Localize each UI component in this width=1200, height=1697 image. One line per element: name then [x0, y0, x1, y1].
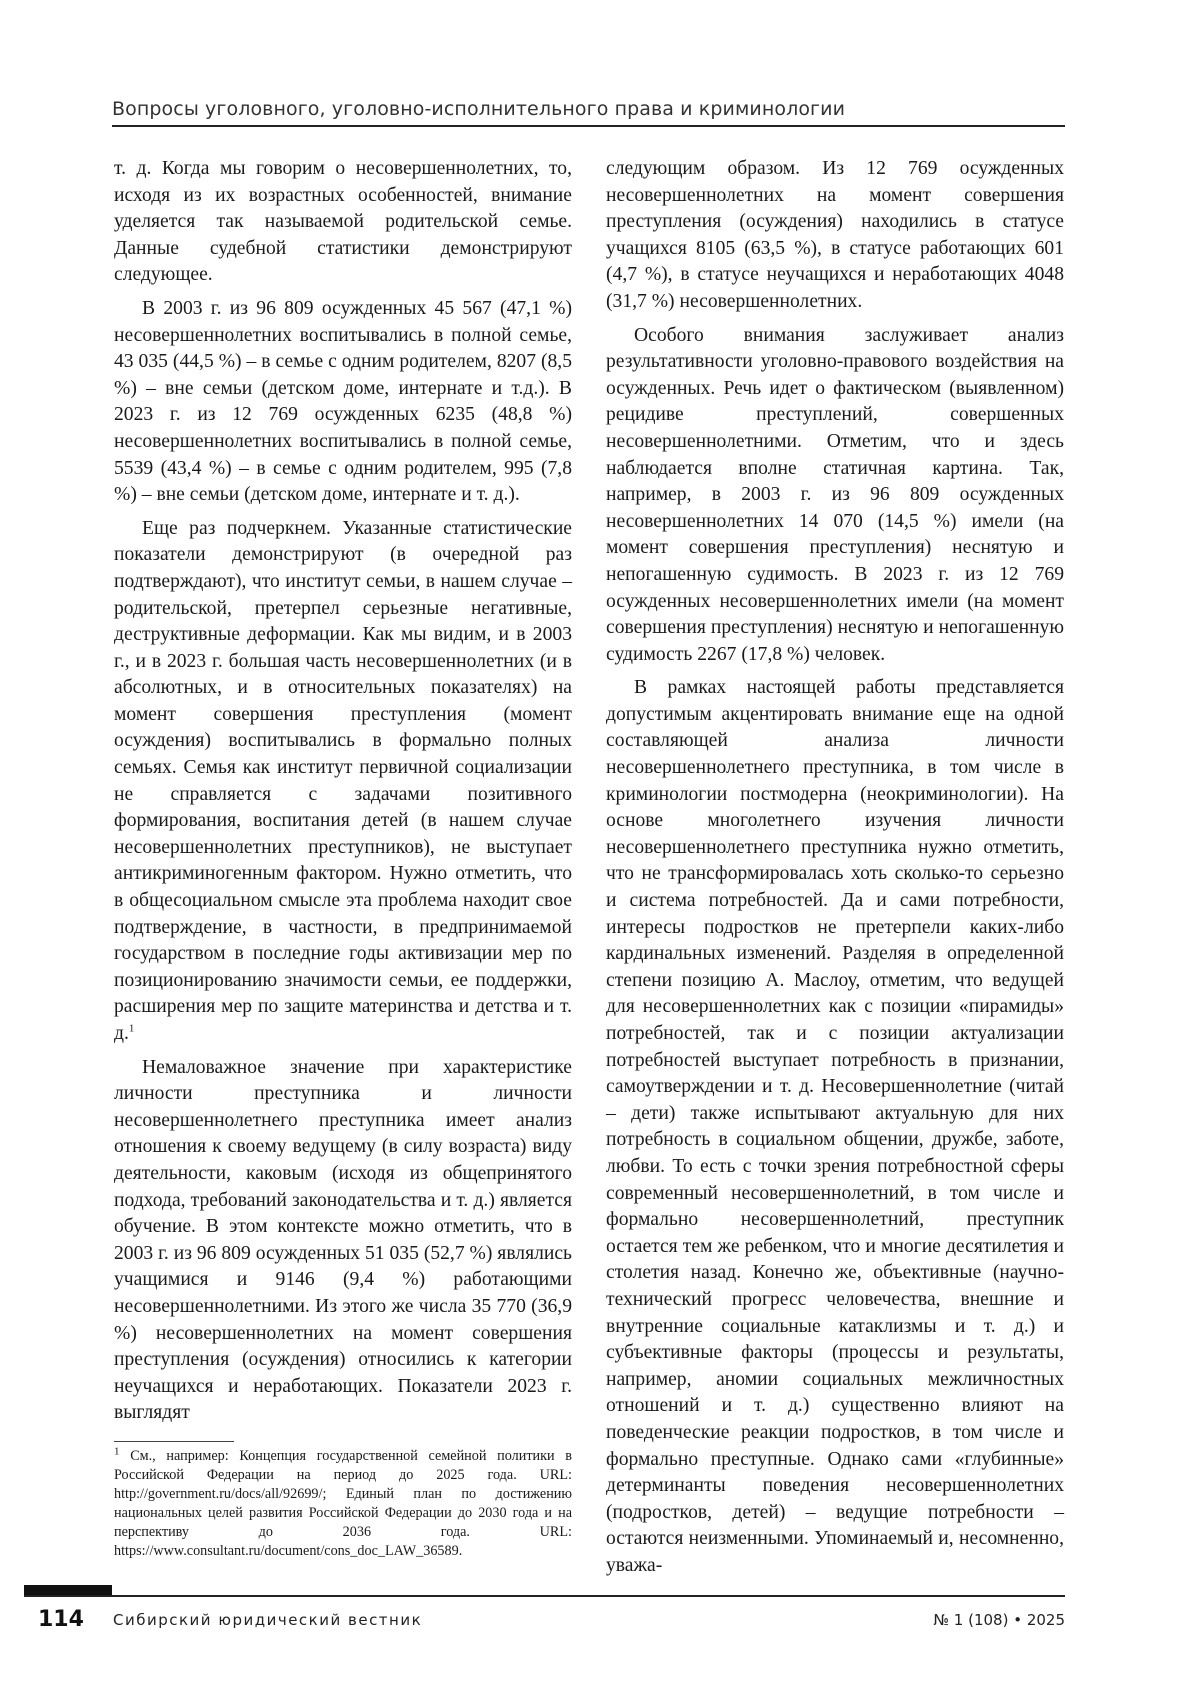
issue-info: № 1 (108) • 2025 [933, 1611, 1065, 1629]
header-rule [112, 125, 1065, 127]
paragraph: В 2003 г. из 96 809 осужденных 45 567 (47,1 %) несовершеннолетних воспитывались в полной семье, 43 035 (44,5 %) – в семье с одним родителем, 8207 (8,5 %) – вне семьи (детском доме, интернате и т.д.). В 2023 г. из 12 769 осужденных 6235 (48,8 %) несовершеннолетних воспитывались в полной семье, 5539 (43,4 %) – в семье с одним родителем, 995 (7,8 %) – вне семьи (детском доме, интернате и т. д.). [114, 297, 572, 506]
paragraph: т. д. Когда мы говорим о несовершеннолетних, то, исходя из их возрастных особенностей, внимание уделяется так называемой родительской семье. Данные судебной статистики демонстрируют следующее. [114, 158, 572, 286]
running-header: Вопросы уголовного, уголовно-исполнительного права и криминологии [112, 98, 846, 120]
footnote-text: См., например: Концепция государственной семейной политики в Российской Федерации на период до 2025 года. URL: http://government.ru/docs/all/92699/; Единый план по достижению национальных целей развития Российской Федерации до 2030 года и на перспективу до 2036 года. URL: https://www.consultant.ru/document/cons_doc_LAW_36589. [114, 1448, 572, 1559]
footer-rule [24, 1595, 1065, 1597]
footnote-reference[interactable]: 1 [128, 1022, 135, 1035]
paragraph: В рамках настоящей работы представляется допустимым акцентировать внимание еще на одной составляющей анализа личности несовершеннолетнего преступника, в том числе в криминологии постмодерна (неокриминологии). На основе многолетнего изучения личности несовершеннолетнего преступника нужно отметить, что не трансформировалась хоть сколько-то серьезно и система потребностей. Да и сами потребности, интересы подростков не претерпели каких-либо кардинальных изменений. Разделяя в определенной степени позицию А. Маслоу, отметим, что ведущей для несовершеннолетних как с позиции «пирамиды» потребностей, так и с позиции актуализации потребностей выступает потребность в признании, самоутверждении и т. д. Несовершеннолетние (читай – дети) также испытывают актуальную для них потребность в социальном общении, дружбе, заботе, любви. То есть с точки зрения потребностной сферы современный несовершеннолетний, в том числе и формально несовершеннолетний, преступник остается тем же ребенком, что и многие десятилетия и столетия назад. Конечно же, объективные (научно-технический прогресс человечества, внешние и внутренние социальные катаклизмы и т. д.) и субъективные факторы (процессы и результаты, например, аномии социальных межличностных отношений и т. д.) существенно влияют на поведенческие реакции подростков, в том числе и формально преступные. Однако сами «глубинные» детерминанты поведения несовершеннолетних (подростков, детей) – ведущие потребности – остаются неизменными. Упоминаемый и, несомненно, уважа- [606, 677, 1064, 1576]
journal-name: Сибирский юридический вестник [113, 1611, 423, 1629]
paragraph: Особого внимания заслуживает анализ результативности уголовно-правового воздействия на осужденных. Речь идет о фактическом (выявленном) рецидиве преступлений, совершенных несовершеннолетними. Отметим, что и здесь наблюдается вполне статичная картина. Так, например, в 2003 г. из 96 809 осужденных несовершеннолетних 14 070 (14,5 %) имели (на момент совершения преступления) неснятую и непогашенную судимость. В 2023 г. из 12 769 осужденных несовершеннолетних имели (на момент совершения преступления) неснятую и непогашенную судимость 2267 (17,8 %) человек. [606, 324, 1064, 665]
footnote-rule [114, 1441, 234, 1442]
paragraph-text: Еще раз подчеркнем. Указанные статистические показатели демонстрируют (в очередной раз подтверждают), что институт семьи, в нашем случае – родительской, претерпел серьезные негативные, деструктивные деформации. Как мы видим, и в 2003 г., и в 2023 г. большая часть несовершеннолетних (и в абсолютных, и в относительных показателях) на момент совершения преступления (момент осуждения) воспитывались в формально полных семьях. Семья как институт первичной социализации не справляется с задачами позитивного формирования, воспитания детей (в нашем случае несовершеннолетних преступников), не выступает антикриминогенным фактором. Нужно отметить, что в общесоциальном смысле эта проблема находит свое подтверждение, в частности, в предпринимаемой государством в последние годы активизации мер по позиционированию значимости семьи, ее поддержки, расширения мер по защите материнства и детства и т. д. [114, 517, 572, 1044]
paragraph: следующим образом. Из 12 769 осужденных несовершеннолетних на момент совершения преступления (осуждения) находились в статусе учащихся 8105 (63,5 %), в статусе работающих 601 (4,7 %), в статусе неучащихся и неработающих 4048 (31,7 %) несовершеннолетних. [606, 158, 1064, 312]
page-number: 114 [38, 1607, 84, 1632]
paragraph: Немаловажное значение при характеристике личности преступника и личности несовершеннолетнего преступника имеет анализ отношения к своему ведущему (в силу возраста) виду деятельности, каковым (исходя из общепринятого подхода, требований законодательства и т. д.) является обучение. В этом контексте можно отметить, что в 2003 г. из 96 809 осужденных 51 035 (52,7 %) являлись учащимися и 9146 (9,4 %) работающими несовершеннолетними. Из этого же числа 35 770 (36,9 %) несовершеннолетних на момент совершения преступления (осуждения) относились к категории неучащихся и неработающих. Показатели 2023 г. выглядят [114, 1056, 572, 1424]
footnote-mark: 1 [114, 1445, 120, 1458]
paragraph [114, 516, 572, 1048]
footnote [114, 1447, 572, 1561]
left-column [114, 156, 572, 1434]
right-column [606, 156, 1064, 1586]
